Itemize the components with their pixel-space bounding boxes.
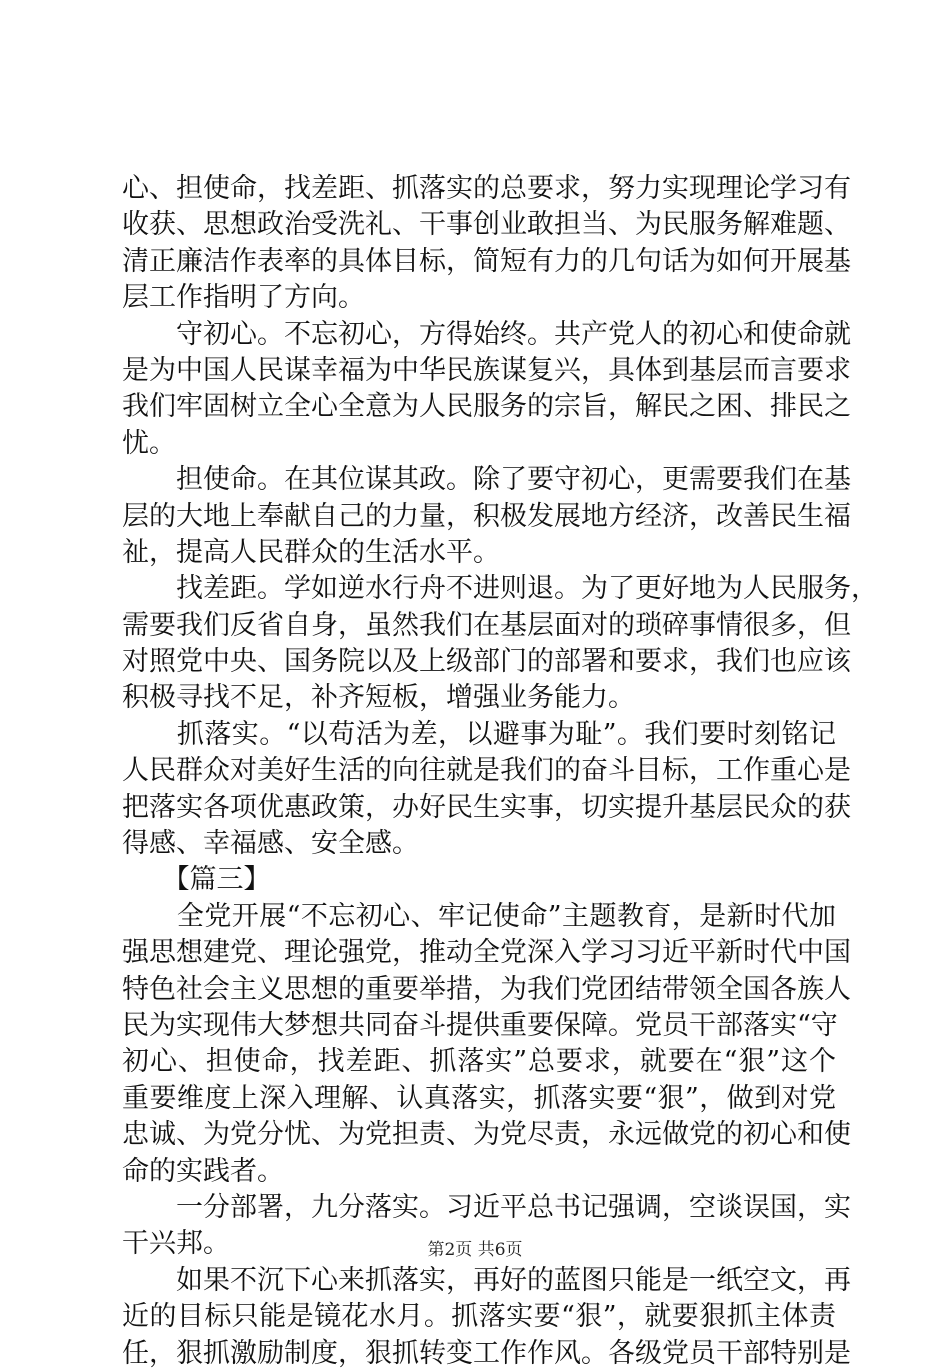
text-line: 祉，提高人民群众的生活水平。 xyxy=(122,536,500,568)
text-line: 初心、担使命，找差距、抓落实”总要求，就要在“狠”这个 xyxy=(122,1046,836,1078)
text-line: 是为中国人民谋幸福为中华民族谋复兴，具体到基层而言要求 xyxy=(122,354,851,386)
text-line: 特色社会主义思想的重要举措，为我们党团结带领全国各族人 xyxy=(122,973,851,1005)
text-line: 层工作指明了方向。 xyxy=(122,282,365,314)
text-line: 强思想建党、理论强党，推动全党深入学习习近平新时代中国 xyxy=(122,937,851,969)
text-line: 抓落实。“以苟活为差，以避事为耻”。我们要时刻铭记 xyxy=(122,718,836,750)
text-line: 我们牢固树立全心全意为人民服务的宗旨，解民之困、排民之 xyxy=(122,391,851,423)
text-line: 忠诚、为党分忧、为党担责、为党尽责，永远做党的初心和使 xyxy=(122,1119,851,1151)
text-line: 任，狠抓激励制度，狠抓转变工作作风。各级党员干部特别是 xyxy=(122,1337,851,1369)
text-line: 【篇三】 xyxy=(122,864,271,896)
text-line: 对照党中央、国务院以及上级部门的部署和要求，我们也应该 xyxy=(122,646,851,678)
text-line: 层的大地上奉献自己的力量，积极发展地方经济，改善民生福 xyxy=(122,500,851,532)
text-line: 守初心。不忘初心，方得始终。共产党人的初心和使命就 xyxy=(122,318,851,350)
text-line: 忧。 xyxy=(122,427,176,459)
text-line: 清正廉洁作表率的具体目标，简短有力的几句话为如何开展基 xyxy=(122,245,851,277)
text-line: 积极寻找不足，补齐短板，增强业务能力。 xyxy=(122,682,635,714)
text-line: 近的目标只能是镜花水月。抓落实要“狠”，就要狠抓主体责 xyxy=(122,1301,836,1333)
text-line: 如果不沉下心来抓落实，再好的蓝图只能是一纸空文，再 xyxy=(122,1264,851,1296)
text-line: 重要维度上深入理解、认真落实，抓落实要“狠”，做到对党 xyxy=(122,1082,836,1114)
text-line: 干兴邦。 xyxy=(122,1228,230,1260)
text-line: 全党开展“不忘初心、牢记使命”主题教育，是新时代加 xyxy=(122,900,836,932)
text-line: 一分部署，九分落实。习近平总书记强调，空谈误国，实 xyxy=(122,1191,851,1223)
text-line: 命的实践者。 xyxy=(122,1155,284,1187)
text-line: 得感、幸福感、安全感。 xyxy=(122,828,419,860)
text-line: 担使命。在其位谋其政。除了要守初心，更需要我们在基 xyxy=(122,464,851,496)
page-footer: 第2页 共6页 xyxy=(427,1240,523,1260)
text-line: 把落实各项优惠政策，办好民生实事，切实提升基层民众的获 xyxy=(122,791,851,823)
text-line: 需要我们反省自身，虽然我们在基层面对的琐碎事情很多，但 xyxy=(122,609,851,641)
text-line: 收获、思想政治受洗礼、干事创业敢担当、为民服务解难题、 xyxy=(122,209,851,241)
text-line: 人民群众对美好生活的向往就是我们的奋斗目标，工作重心是 xyxy=(122,755,851,787)
text-line: 找差距。学如逆水行舟不进则退。为了更好地为人民服务， xyxy=(122,573,878,605)
text-line: 心、担使命，找差距、抓落实的总要求，努力实现理论学习有 xyxy=(122,173,851,204)
document-body xyxy=(122,171,878,1372)
text-line: 民为实现伟大梦想共同奋斗提供重要保障。党员干部落实“守 xyxy=(122,1009,838,1041)
